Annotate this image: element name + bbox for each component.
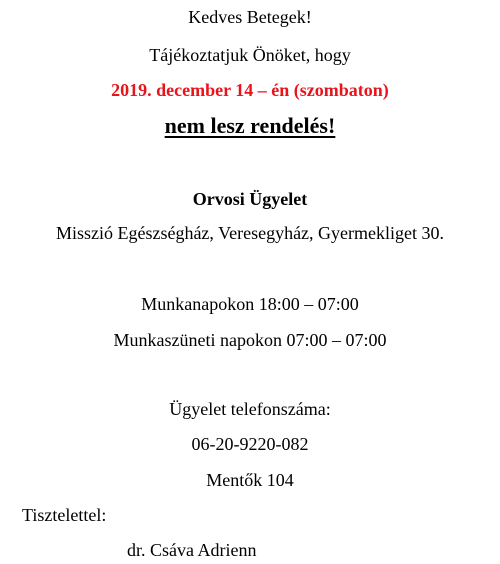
closure-date: 2019. december 14 – én (szombaton) bbox=[111, 80, 389, 100]
phone-label: Ügyelet telefonszáma: bbox=[169, 399, 331, 419]
hours-weekday: Munkanapokon 18:00 – 07:00 bbox=[141, 294, 359, 314]
greeting: Kedves Betegek! bbox=[188, 7, 312, 27]
duty-title: Orvosi Ügyelet bbox=[192, 189, 308, 209]
hours-holiday: Munkaszüneti napokon 07:00 – 07:00 bbox=[113, 330, 387, 350]
intro-text: Tájékoztatjuk Önöket, hogy bbox=[149, 45, 351, 65]
phone-number: 06-20-9220-082 bbox=[191, 434, 309, 454]
closing: Tisztelettel: bbox=[22, 505, 107, 525]
closure-notice: nem lesz rendelés! bbox=[164, 113, 336, 138]
ambulance-number: Mentők 104 bbox=[206, 470, 294, 490]
signature: dr. Csáva Adrienn bbox=[127, 540, 257, 560]
duty-address: Misszió Egészségház, Veresegyház, Gyermekliget 30. bbox=[55, 223, 445, 243]
